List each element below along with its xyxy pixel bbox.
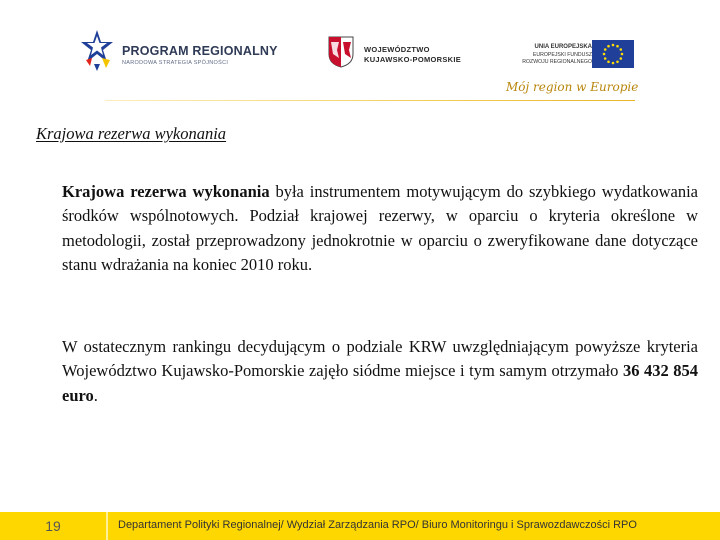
header — [0, 0, 720, 110]
tagline: Mój region w Europie — [506, 80, 639, 94]
program-regionalny-subtitle: NARODOWA STRATEGIA SPÓJNOŚCI — [122, 60, 229, 66]
footer-bar — [0, 512, 720, 540]
program-regionalny-star-logo-icon — [80, 28, 114, 72]
wojewodztwo-line2: KUJAWSKO-POMORSKIE — [364, 55, 462, 64]
paragraph-1 — [62, 180, 698, 277]
program-regionalny-logo — [80, 28, 280, 78]
wojewodztwo-line1: WOJEWÓDZTWO — [364, 45, 430, 54]
eu-line3: ROZWOJU REGIONALNEGO — [522, 59, 592, 65]
header-divider — [105, 100, 635, 101]
paragraph-1-text: była instrumentem motywującym do szybkiego wydatkowania środków wspólnotowych. Podział krajowej rezerwy, w oparciu o kryteria określone w metodologii, został przeprowadzony jednokrotnie w oparciu o zweryfikowane dane dotyczące stanu wdrażania na koniec 2010 roku. — [62, 182, 698, 274]
footer-text: Departament Polityki Regionalnej/ Wydział Zarządzania RPO/ Biuro Monitoringu i Sprawozdawczości RPO — [118, 519, 637, 531]
eu-line2: EUROPEJSKI FUNDUSZ — [532, 52, 592, 58]
program-regionalny-title: PROGRAM REGIONALNY — [122, 44, 278, 58]
wojewodztwo-logo — [328, 36, 478, 76]
page-number: 19 — [45, 518, 61, 534]
eu-logo — [500, 38, 640, 78]
slide-heading: Krajowa rezerwa wykonania — [36, 124, 227, 143]
paragraph-2-text: W ostatecznym rankingu decydującym o podziale KRW uwzględniającym powyższe kryteria Województwo Kujawsko-Pomorskie zajęło siódme miejsce i tym samym otrzymało — [62, 337, 698, 381]
footer-divider — [106, 512, 108, 540]
eu-line1: UNIA EUROPEJSKA — [534, 44, 592, 50]
eu-flag-icon — [592, 40, 634, 68]
kujawsko-pomorskie-crest-icon — [328, 36, 354, 68]
paragraph-2-end: . — [93, 385, 98, 405]
paragraph-2-amount: 36 432 854 euro — [62, 361, 698, 405]
paragraph-2 — [62, 335, 698, 408]
paragraph-1-bold: Krajowa rezerwa wykonania — [62, 182, 270, 201]
